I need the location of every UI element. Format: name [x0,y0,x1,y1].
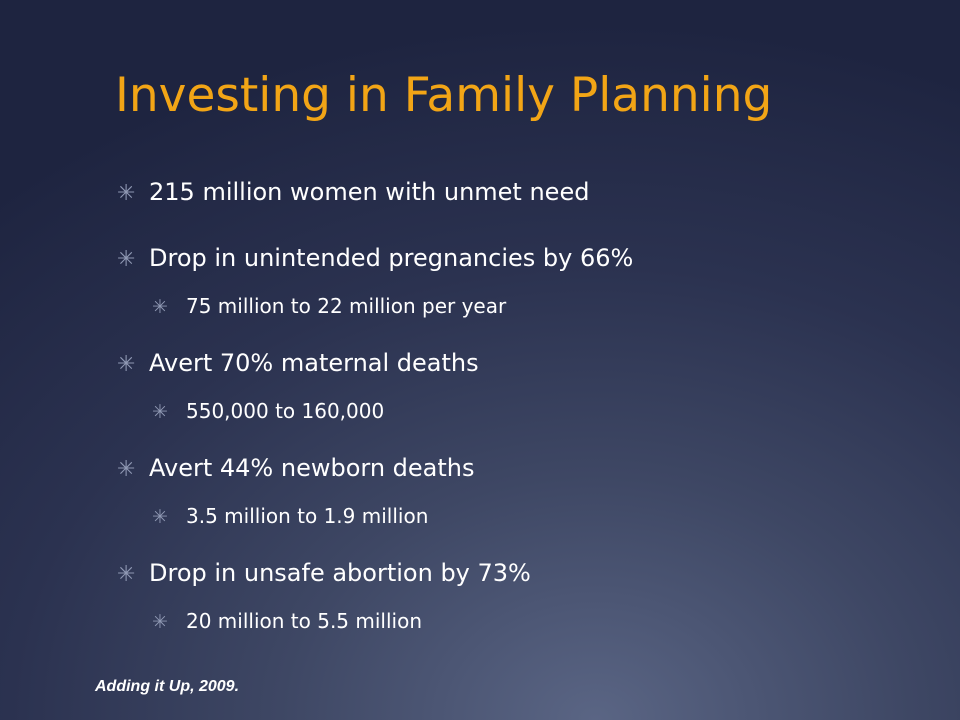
sub-bullet-item [117,609,937,639]
bullet-list [117,178,937,639]
bullet-item [117,559,937,595]
bullet-item [117,454,937,490]
bullet-item [117,349,937,385]
slide-title: Investing in Family Planning [115,68,773,123]
asterisk-bullet-icon: ✳ [117,562,136,587]
bullet-text: 215 million women with unmet need [149,178,590,206]
sub-bullet-text: 75 million to 22 million per year [186,294,507,318]
bullet-text: Avert 70% maternal deaths [149,349,479,377]
asterisk-bullet-icon: ✳ [117,457,136,482]
bullet-item [117,244,937,280]
asterisk-bullet-icon: ✳ [117,247,136,272]
bullet-item [117,178,937,214]
sub-bullet-item [117,399,937,429]
asterisk-bullet-icon: ✳ [152,296,168,318]
citation: Adding it Up, 2009. [95,678,240,695]
sub-bullet-item [117,294,937,324]
sub-bullet-text: 20 million to 5.5 million [186,609,423,633]
sub-bullet-text: 550,000 to 160,000 [186,399,385,423]
asterisk-bullet-icon: ✳ [152,611,168,633]
sub-bullet-text: 3.5 million to 1.9 million [186,504,429,528]
bullet-text: Avert 44% newborn deaths [149,454,475,482]
asterisk-bullet-icon: ✳ [117,352,136,377]
asterisk-bullet-icon: ✳ [152,401,168,423]
asterisk-bullet-icon: ✳ [117,181,136,206]
bullet-text: Drop in unsafe abortion by 73% [149,559,531,587]
bullet-text: Drop in unintended pregnancies by 66% [149,244,634,272]
sub-bullet-item [117,504,937,534]
asterisk-bullet-icon: ✳ [152,506,168,528]
